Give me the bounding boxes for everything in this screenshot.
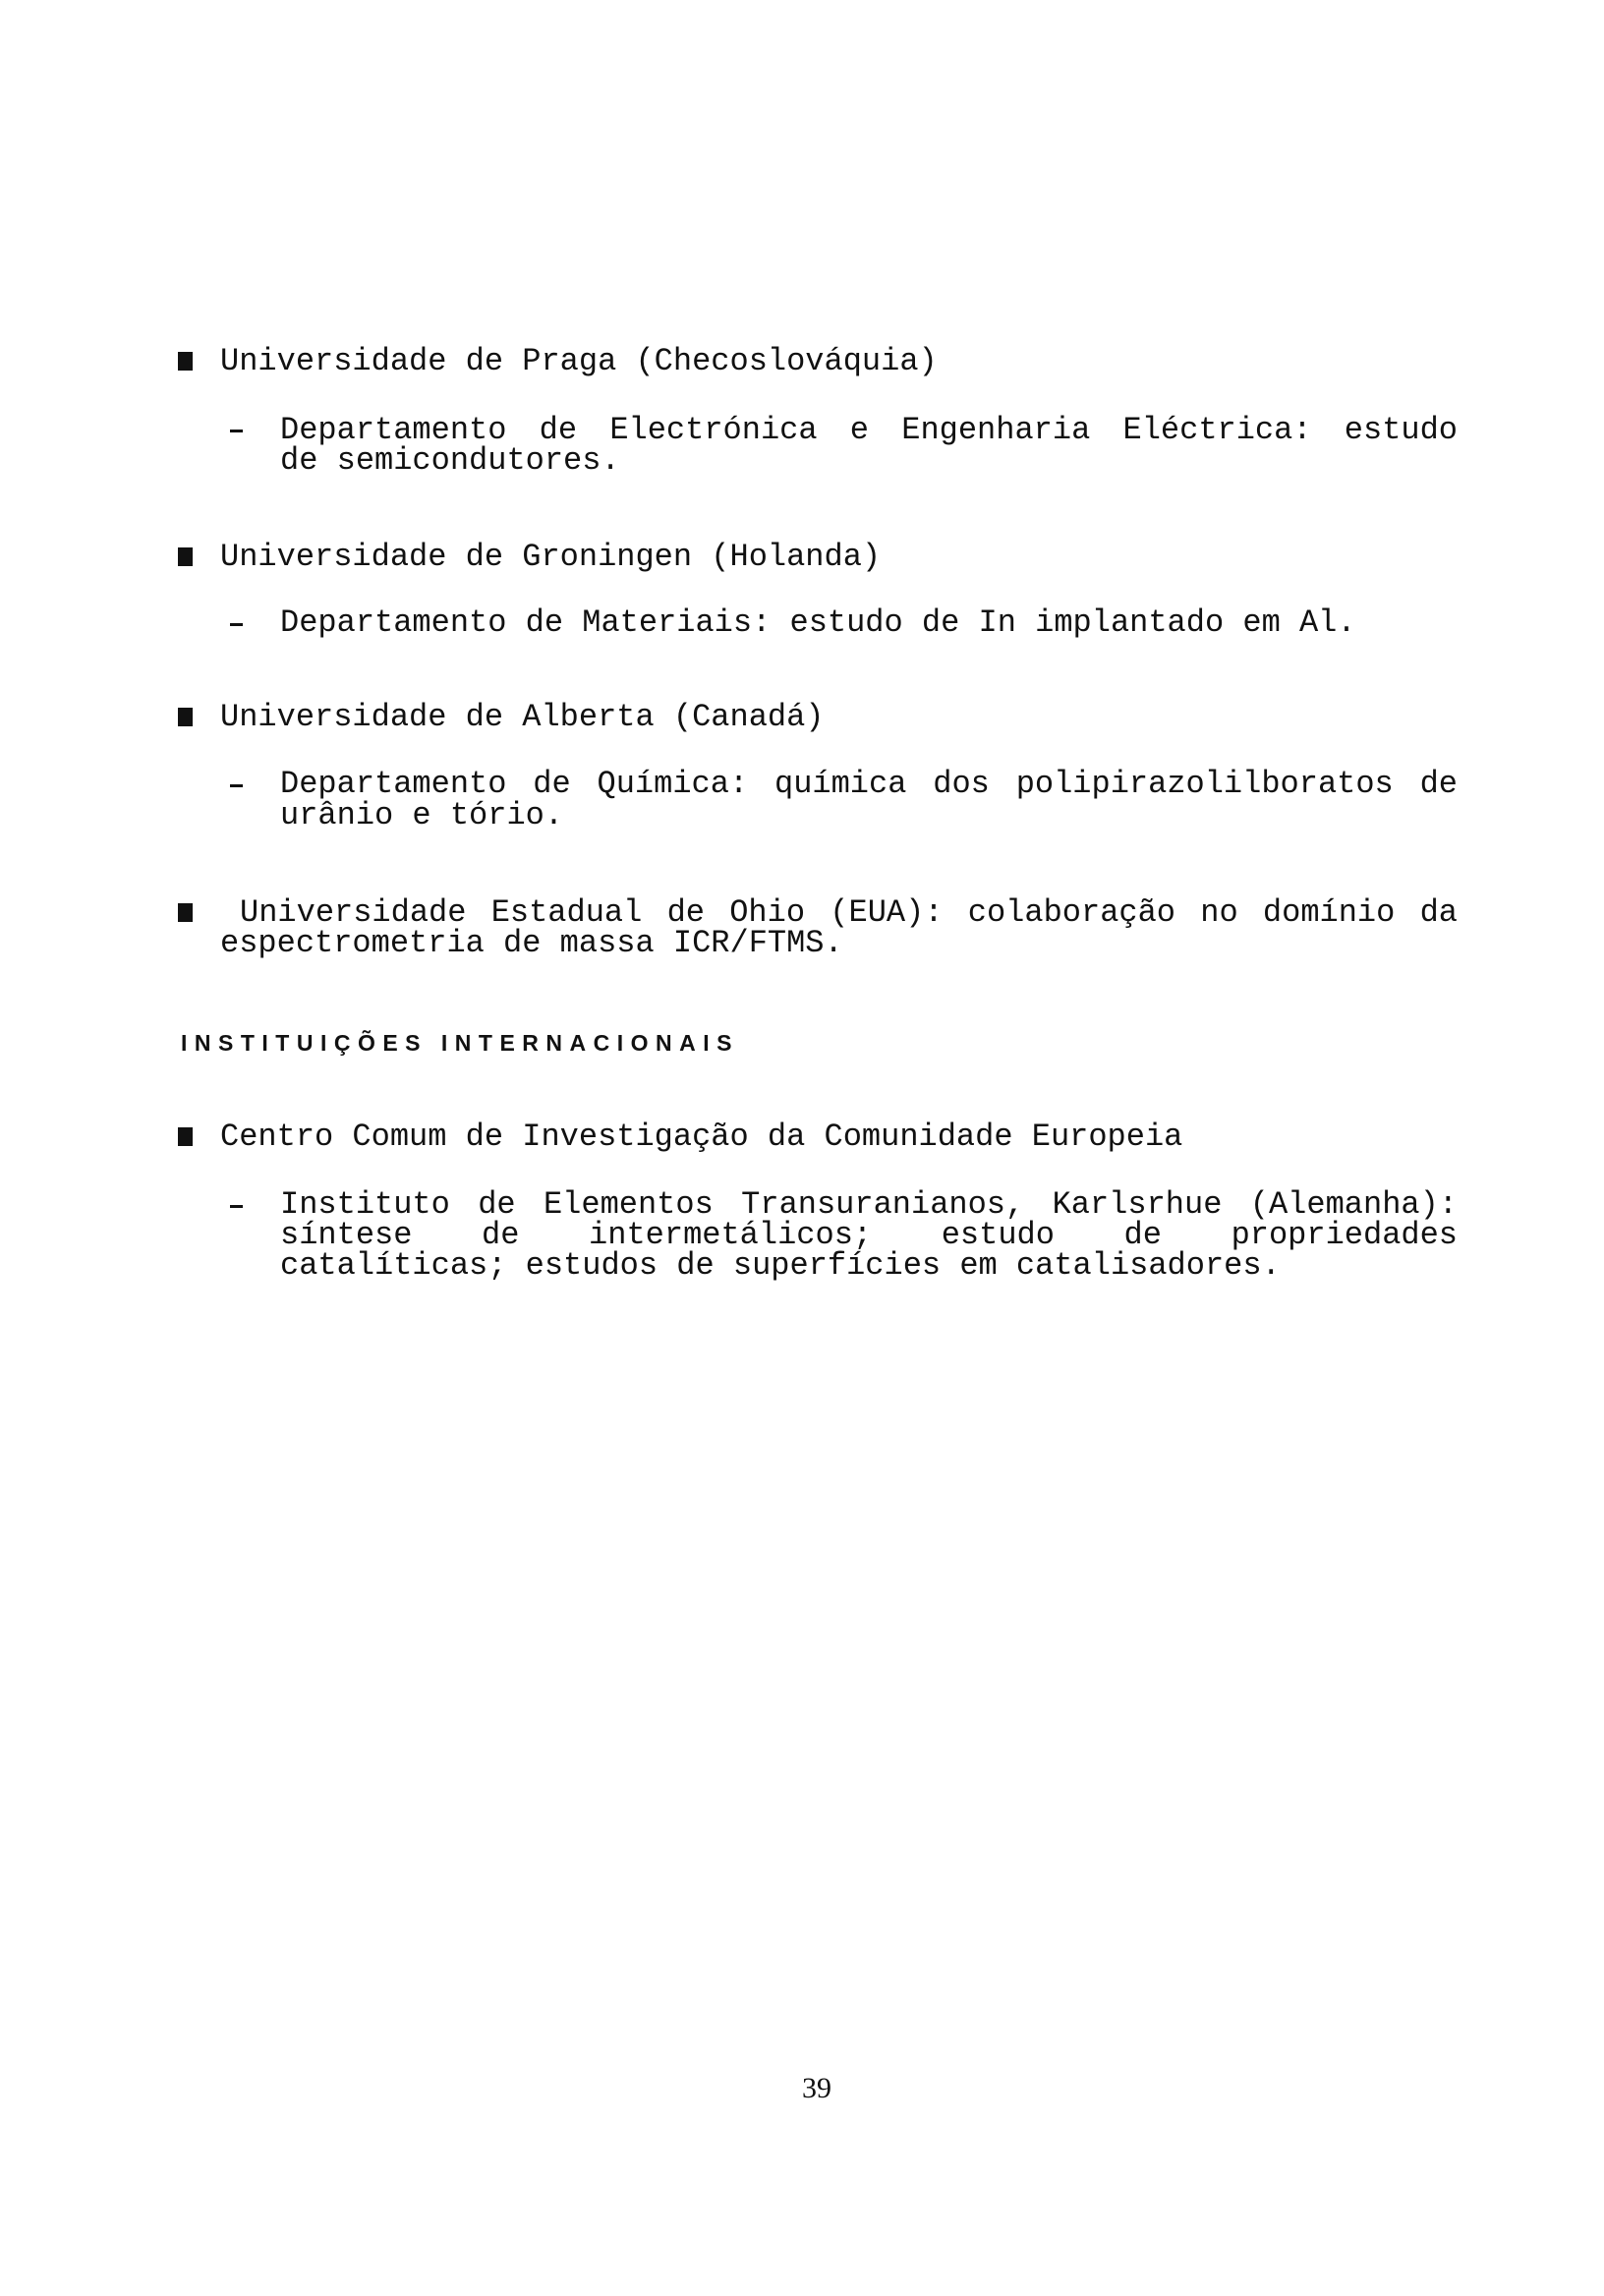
page-number: 39 — [802, 2072, 831, 2104]
item-detail: Departamento de Electrónica e Engenharia Eléctrica: estudo — [280, 412, 1458, 448]
bullet-square-icon — [178, 352, 193, 371]
item-title: Universidade de Praga (Checoslováquia) — [220, 343, 938, 379]
dash-icon — [230, 430, 243, 432]
bullet-square-icon — [178, 708, 193, 726]
section-heading: INSTITUIÇÕES INTERNACIONAIS — [181, 1030, 739, 1056]
item-detail: de semicondutores. — [280, 442, 620, 479]
item-title: Universidade de Groningen (Holanda) — [220, 539, 882, 575]
bullet-square-icon — [178, 903, 193, 922]
item-title-continued: espectrometria de massa ICR/FTMS. — [220, 925, 843, 961]
item-detail: catalíticas; estudos de superfícies em catalisadores. — [280, 1247, 1281, 1284]
dash-icon — [230, 623, 243, 626]
item-detail: Departamento de Materiais: estudo de In implantado em Al. — [280, 604, 1356, 641]
item-detail: Departamento de Química: química dos polipirazolilboratos de — [280, 766, 1458, 802]
dash-icon — [230, 784, 243, 787]
item-detail: Instituto de Elementos Transuranianos, Karlsrhue (Alemanha): — [280, 1186, 1458, 1223]
item-title: Universidade de Alberta (Canadá) — [220, 699, 825, 735]
item-detail: síntese de intermetálicos; estudo de propriedades — [280, 1217, 1458, 1253]
item-title: Centro Comum de Investigação da Comunidade Europeia — [220, 1119, 1183, 1155]
dash-icon — [230, 1205, 243, 1208]
item-title: Universidade Estadual de Ohio (EUA): colaboração no domínio da — [240, 894, 1458, 931]
item-detail: urânio e tório. — [280, 797, 564, 833]
bullet-square-icon — [178, 1127, 193, 1146]
bullet-square-icon — [178, 547, 193, 566]
